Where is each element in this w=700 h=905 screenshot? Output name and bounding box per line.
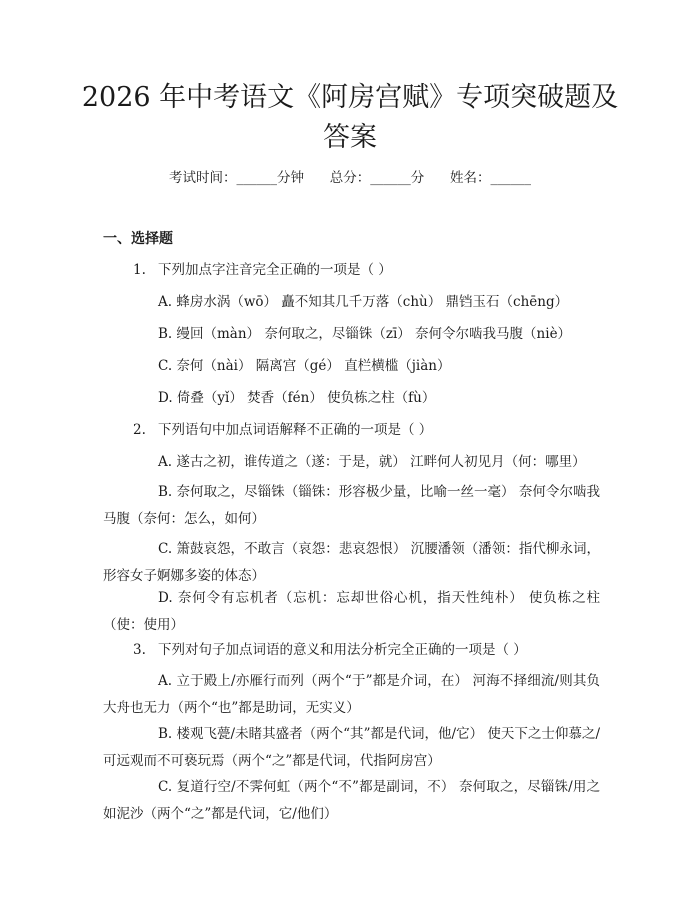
question-2-option-a: A. 遂古之初，谁传道之（遂：于是，就） 江畔何人初见月（何：哪里） [158,454,586,470]
question-1-number: 1. [133,262,146,278]
question-1-option-b: B. 缦回（màn） 奈何取之，尽锱铢（zī） 奈何令尔啮我马腹（niè） [158,326,572,342]
name-field: 姓名：______ [450,170,531,186]
question-2-option-d: D. 奈何令有忘机者（忘机：忘却世俗心机，指天性纯朴） 使负栋之柱（使：使用） [103,590,600,633]
question-2-option-b: B. 奈何取之，尽锱铢（锱铢：形容极少量，比喻一丝一毫） 奈何令尔啮我马腹（奈何：怎么，如何） [103,484,600,527]
document-title [70,78,630,158]
question-1-text: 下列加点字注音完全正确的一项是（ ） [158,262,392,278]
title-line-1: 2026 年中考语文《阿房宫赋》专项突破题及 [81,82,619,113]
question-1-option-c: C. 奈何（nài） 隔离宫（gé） 直栏横槛（jiàn） [158,358,451,374]
question-1-option-a: A. 蜂房水涡（wō） 矗不知其几千万落（chù） 鼎铛玉石（chēng） [158,294,569,310]
question-2-number: 2. [133,422,146,438]
question-3-option-a: A. 立于殿上/亦雁行而列（两个“于”都是介词，在） 河海不择细流/则其负大舟也无力（两个“也”都是助词，无实义） [103,673,600,716]
question-3-option-c: C. 复道行空/不霁何虹（两个“不”都是副词，不） 奈何取之，尽锱铢/用之如泥沙（两个“之”都是代词，它/他们） [103,779,600,822]
question-3-option-b: B. 楼观飞甍/未睹其盛者（两个“其”都是代词，他/它） 使天下之士仰慕之/可远观而不可亵玩焉（两个“之”都是代词，代指阿房宫） [103,726,600,769]
question-1-option-d: D. 倚叠（yǐ） 焚香（fén） 使负栋之柱（fù） [158,390,436,406]
question-3-number: 3. [133,642,146,658]
question-3-text: 下列对句子加点词语的意义和用法分析完全正确的一项是（ ） [158,642,527,658]
total-score-field: 总分：______分 [329,170,425,186]
question-2-option-c: C. 箫鼓哀怨，不敢言（哀怨：悲哀怨恨） 沉腰潘领（潘领：指代柳永词，形容女子婀娜多姿的体态） [103,541,600,584]
title-line-2: 答案 [323,122,377,153]
question-2-text: 下列语句中加点词语解释不正确的一项是（ ） [158,422,433,438]
section-heading: 一、选择题 [103,231,173,247]
exam-info-line [0,168,700,188]
exam-time-field: 考试时间：______分钟 [169,170,304,186]
